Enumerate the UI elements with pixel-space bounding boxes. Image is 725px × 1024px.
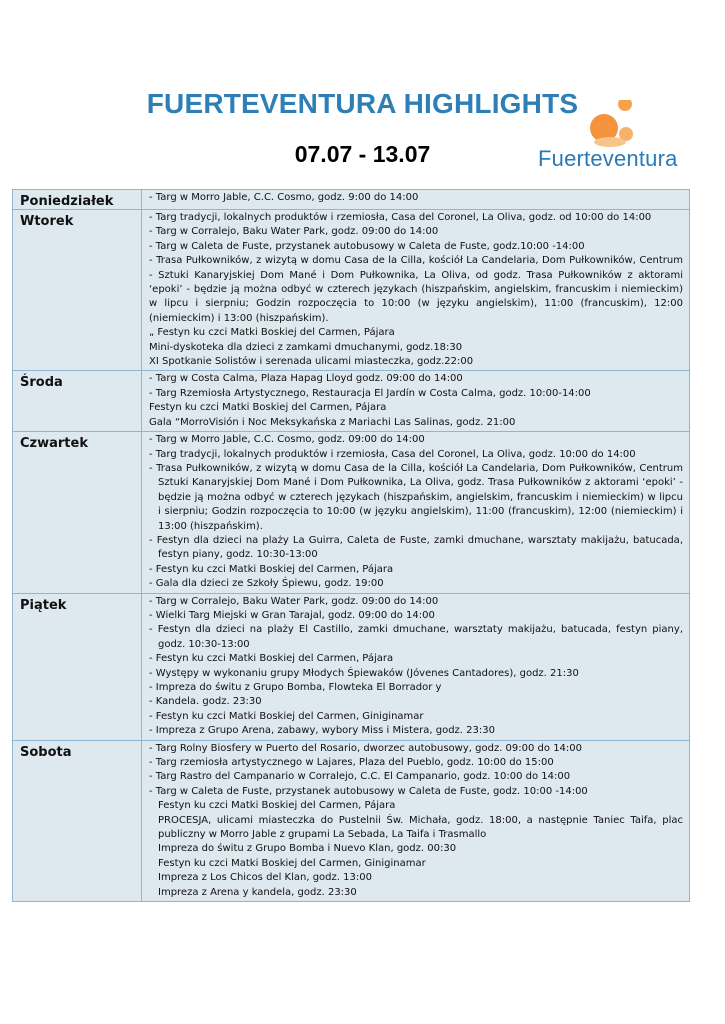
event-item: - Trasa Pułkowników, z wizytą w domu Casa de la Cilla, kościół La Candelaria, Dom Pułkowników, Centrum Sztuki Kanaryjskiej Dom Mané i Dom Pułkownika, La Oliva, godz. Trasa Pułkowników z aktorami ‘epoki’ - będzie ją można odbyć w czterech językach (hiszpańskim, angielskim, francuskim i niemieckim) w lipcu i sierpniu; Godzin rozpoczęcia to 10:00 (w języku angielskim), 11:00 (francuskim), 12:00 (niemieckim) i 13:00 (hiszpańskim). [149, 462, 683, 534]
day-events [142, 210, 690, 371]
day-events [142, 740, 690, 901]
event-item: Mini-dyskoteka dla dzieci z zamkami dmuchanymi, godz.18:30 [149, 341, 463, 353]
event-item: - Gala dla dzieci ze Szkoły Śpiewu, godz. 19:00 [149, 577, 683, 591]
day-row [13, 432, 690, 593]
event-item: - Targ w Caleta de Fuste, przystanek autobusowy w Caleta de Fuste, godz.10:00 -14:00 [149, 240, 683, 254]
day-row [13, 593, 690, 740]
event-item: - Festyn ku czci Matki Boskiej del Carmen, Giniginamar [149, 710, 683, 724]
day-name: Środa [13, 371, 142, 432]
day-name: Poniedziałek [13, 190, 142, 210]
day-events [142, 371, 690, 432]
day-name: Piątek [13, 593, 142, 740]
event-item: - Targ w Caleta de Fuste, przystanek autobusowy w Caleta de Fuste, godz. 10:00 -14:00 [149, 785, 683, 799]
event-item: - Impreza do świtu z Grupo Bomba, Flowteka El Borrador y [149, 681, 683, 695]
event-item: - Trasa Pułkowników, z wizytą w domu Casa de la Cilla, kościół La Candelaria, Dom Pułkowników, Centrum - Sztuki Kanaryjskiej Dom Mané i Dom Pułkownika, La Oliva, od godz. Trasa Pułkowników z aktorami ‘epoki’ - będzie ją można odbyć w czterech językach (hiszpańskim, angielskim, francuskim i niemieckim) w lipcu i sierpniu; Godzin rozpoczęcia to 10:00 (w języku angielskim), 11:00 (francuskim), 12:00 (niemieckim) i 13:00 (hiszpańskim). [149, 255, 683, 324]
event-item: - Targ Rzemiosła Artystycznego, Restauracja El Jardín w Costa Calma, godz. 10:00-14:00 [149, 387, 683, 401]
day-row [13, 210, 690, 371]
event-item: Festyn ku czci Matki Boskiej del Carmen, Pájara [149, 402, 387, 414]
event-item: - Targ tradycji, lokalnych produktów i rzemiosła, Casa del Coronel, La Oliva, godz. 10:00 do 14:00 [149, 448, 683, 462]
event-item: - Targ rzemiosła artystycznego w Lajares, Plaza del Pueblo, godz. 10:00 do 15:00 [149, 756, 683, 770]
event-item: - Targ w Morro Jable, C.C. Cosmo, godz. 9:00 do 14:00 [149, 191, 683, 205]
event-item: Impreza do świtu z Grupo Bomba i Nuevo Klan, godz. 00:30 [158, 843, 457, 855]
event-item: Impreza z Arena y kandela, godz. 23:30 [158, 886, 357, 898]
day-name: Wtorek [13, 210, 142, 371]
day-name: Sobota [13, 740, 142, 901]
day-row [13, 740, 690, 901]
event-item: - Festyn dla dzieci na plaży El Castillo, zamki dmuchane, warsztaty makijażu, batucada, festyn piany, godz. 10:30-13:00 [149, 623, 683, 652]
schedule-table [12, 189, 690, 902]
event-item: - Występy w wykonaniu grupy Młodych Śpiewaków (Jóvenes Cantadores), godz. 21:30 [149, 667, 683, 681]
event-item: - Festyn ku czci Matki Boskiej del Carmen, Pájara [149, 563, 683, 577]
event-item: - Festyn ku czci Matki Boskiej del Carmen, Pájara [149, 652, 683, 666]
event-item: - Targ w Morro Jable, C.C. Cosmo, godz. 09:00 do 14:00 [149, 433, 683, 447]
event-item: Gala “MorroVisión i Noc Meksykańska z Mariachi Las Salinas, godz. 21:00 [149, 416, 516, 428]
event-item: Impreza z Los Chicos del Klan, godz. 13:00 [158, 872, 372, 884]
date-range: 07.07 - 13.07 [294, 141, 431, 167]
day-events [142, 190, 690, 210]
event-item: PROCESJA, ulicami miasteczka do Pustelnii Św. Michała, godz. 18:00, a następnie Taniec Taifa, plac publiczny w Morro Jable z grupami La Sebada, La Taifa i Trasmallo [158, 814, 683, 841]
event-item: XI Spotkanie Solistów i serenada ulicami miasteczka, godz.22:00 [149, 356, 474, 368]
day-events [142, 593, 690, 740]
event-item: - Impreza z Grupo Arena, zabawy, wybory Miss i Mistera, godz. 23:30 [149, 724, 683, 738]
event-item: - Targ w Corralejo, Baku Water Park, godz. 09:00 do 14:00 [149, 595, 683, 609]
event-item: - Wielki Targ Miejski w Gran Tarajal, godz. 09:00 do 14:00 [149, 609, 683, 623]
event-item: Festyn ku czci Matki Boskiej del Carmen, Giniginamar [158, 857, 426, 869]
event-item: Festyn ku czci Matki Boskiej del Carmen, Pájara [158, 800, 396, 812]
event-item: - Festyn dla dzieci na plaży La Guirra, Caleta de Fuste, zamki dmuchane, warsztaty makijażu, batucada, festyn piany, godz. 10:30-13:00 [149, 534, 683, 563]
day-row [13, 371, 690, 432]
fuerteventura-logo [530, 100, 695, 180]
day-row [13, 190, 690, 210]
event-item: „ Festyn ku czci Matki Boskiej del Carmen, Pájara [149, 327, 395, 339]
event-item: - Targ Rastro del Campanario w Corralejo, C.C. El Campanario, godz. 10:00 do 14:00 [149, 770, 683, 784]
event-item: - Kandela. godz. 23:30 [149, 695, 683, 709]
day-events [142, 432, 690, 593]
event-item: - Targ w Corralejo, Baku Water Park, godz. 09:00 do 14:00 [149, 225, 683, 239]
event-item: - Targ w Costa Calma, Plaza Hapag Lloyd godz. 09:00 do 14:00 [149, 372, 683, 386]
logo-wordmark: Fuerteventura [538, 146, 678, 171]
day-name: Czwartek [13, 432, 142, 593]
event-item: - Targ tradycji, lokalnych produktów i rzemiosła, Casa del Coronel, La Oliva, godz. od 10:00 do 14:00 [149, 211, 683, 225]
event-item: - Targ Rolny Biosfery w Puerto del Rosario, dworzec autobusowy, godz. 09:00 do 14:00 [149, 742, 683, 756]
page-title: FUERTEVENTURA HIGHLIGHTS [146, 88, 579, 119]
